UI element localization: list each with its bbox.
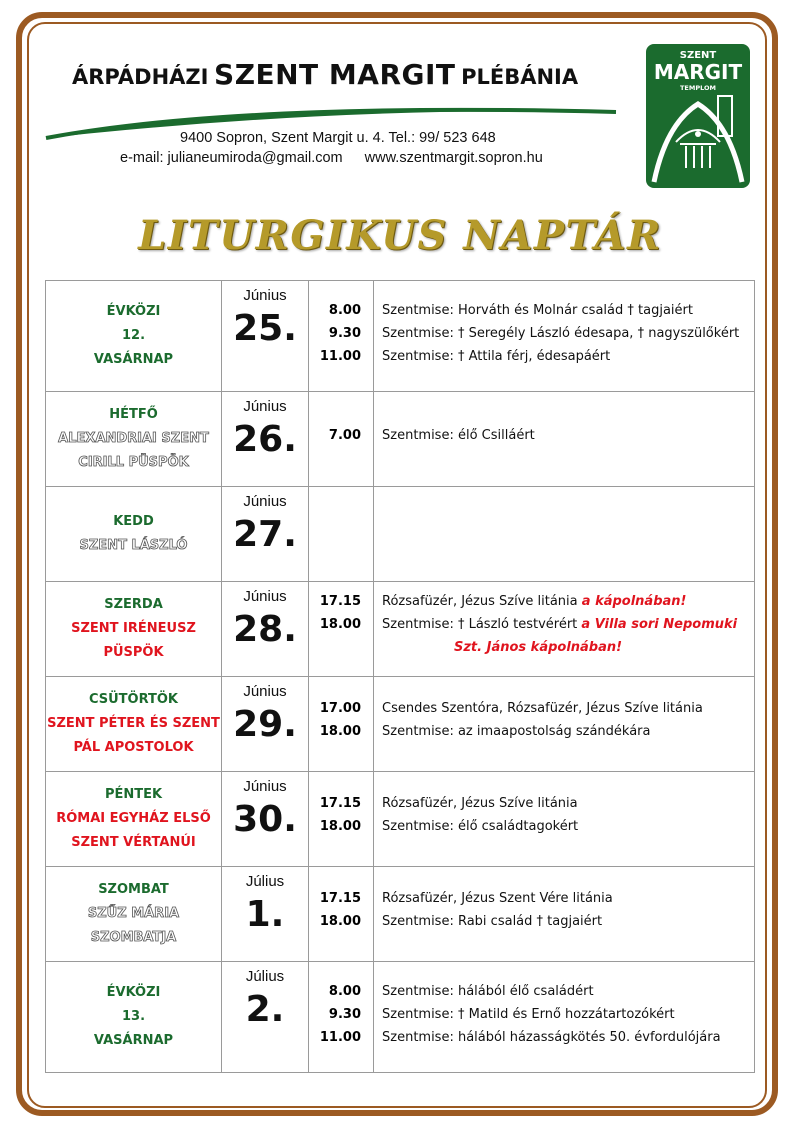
event-text: Rózsafüzér, Jézus Szíve litánia: [382, 796, 578, 811]
event-text: Szentmise: hálából házasságkötés 50. évfordulójára: [382, 1030, 721, 1045]
event-cell: [374, 962, 755, 1073]
time-value: 17.15: [319, 594, 361, 609]
date-cell: [222, 677, 309, 772]
day-cell: [46, 487, 222, 582]
event-text: Szentmise: az imaapostolság szándékára: [382, 724, 651, 739]
day-name: ÉVKÖZI: [106, 304, 161, 319]
time-value: 17.15: [319, 796, 361, 811]
calendar-row: [46, 867, 755, 962]
feast-line: VASÁRNAP: [93, 1033, 174, 1048]
month-label: Július: [245, 873, 285, 890]
date-cell: [222, 392, 309, 487]
time-cell: [309, 487, 374, 582]
time-value: 8.00: [328, 984, 361, 999]
time-cell: [309, 281, 374, 392]
month-label: Június: [243, 493, 287, 510]
month-label: Június: [243, 398, 287, 415]
time-cell: [309, 392, 374, 487]
event-text: Szentmise: † Attila férj, édesapáért: [382, 349, 611, 364]
event-text: Szentmise: Rabi család † tagjaiért: [382, 914, 603, 929]
day-number: 30.: [233, 799, 297, 840]
day-number: 27.: [233, 514, 297, 555]
event-text: Szentmise: hálából élő családért: [382, 984, 594, 999]
website-link[interactable]: www.szentmargit.sopron.hu: [364, 150, 543, 166]
feast-line: ALEXANDRIAI SZENT: [58, 431, 209, 446]
event-cell: [374, 392, 755, 487]
event-text-continuation: [374, 636, 754, 659]
day-number: 28.: [233, 609, 297, 650]
date-cell: [222, 962, 309, 1073]
feast-line: SZENT PÉTER ÉS SZENT: [47, 716, 220, 731]
event-text: Csendes Szentóra, Rózsafüzér, Jézus Szíve litánia: [382, 701, 703, 716]
date-cell: [222, 281, 309, 392]
address-line: 9400 Sopron, Szent Margit u. 4. Tel.: 99/ 523 648: [180, 130, 496, 146]
logo-line1: SZENT: [679, 50, 717, 61]
time-value: 8.00: [328, 303, 361, 318]
time-value: 17.00: [319, 701, 361, 716]
event-text: Szentmise: élő Csilláért: [382, 428, 535, 443]
day-number: 26.: [233, 419, 297, 460]
feast-line: 12.: [121, 328, 146, 343]
feast-line: VASÁRNAP: [93, 352, 174, 367]
event-text: [374, 590, 754, 613]
event-cell: [374, 487, 755, 582]
time-value: 9.30: [328, 326, 361, 341]
event-cell: [374, 281, 755, 392]
time-value: 18.00: [319, 617, 361, 632]
time-cell: [309, 867, 374, 962]
time-value: 7.00: [328, 428, 361, 443]
liturgical-calendar-table: [45, 280, 755, 1073]
date-cell: [222, 772, 309, 867]
day-number: 25.: [233, 308, 297, 349]
day-number: 1.: [245, 894, 285, 935]
event-location-highlight: a kápolnában!: [581, 594, 687, 609]
time-value: 18.00: [319, 724, 361, 739]
title-main: SZENT MARGIT: [214, 58, 456, 91]
day-name: SZOMBAT: [98, 882, 169, 897]
calendar-row: [46, 962, 755, 1073]
month-label: Július: [245, 968, 285, 985]
feast-line: SZOMBATJA: [90, 930, 177, 945]
event-cell: [374, 772, 755, 867]
day-cell: [46, 772, 222, 867]
feast-line: SZENT IRÉNEUSZ: [71, 621, 196, 636]
feast-line: RÓMAI EGYHÁZ ELSŐ: [56, 811, 211, 826]
time-value: 11.00: [319, 1030, 361, 1045]
time-cell: [309, 772, 374, 867]
event-text: Szentmise: † Seregély László édesapa, † nagyszülőkért: [382, 326, 740, 341]
calendar-row: [46, 677, 755, 772]
email-text: e-mail: julianeumiroda@gmail.com: [120, 150, 343, 166]
logo-line3: TEMPLOM: [679, 84, 716, 92]
event-text-main: Szentmise: † László testvérért: [382, 617, 582, 632]
month-label: Június: [243, 588, 287, 605]
day-name: ÉVKÖZI: [106, 985, 161, 1000]
event-cell: [374, 582, 755, 677]
day-cell: [46, 392, 222, 487]
day-number: 2.: [245, 989, 285, 1030]
feast-line: PÁL APOSTOLOK: [73, 740, 194, 755]
feast-line: PÜSPÖK: [103, 645, 164, 660]
time-cell: [309, 677, 374, 772]
day-cell: [46, 962, 222, 1073]
calendar-row: [46, 392, 755, 487]
event-location-highlight: Szt. János kápolnában!: [454, 640, 623, 655]
calendar-row: [46, 772, 755, 867]
month-label: Június: [243, 287, 287, 304]
day-name: KEDD: [113, 514, 154, 529]
day-name: CSÜTÖRTÖK: [88, 692, 179, 707]
title-suffix: PLÉBÁNIA: [461, 65, 579, 89]
event-text: [374, 613, 754, 636]
page-heading: LITURGIKUS NAPTÁR: [138, 212, 662, 259]
parish-title: [72, 58, 578, 91]
event-text: Szentmise: † Matild és Ernő hozzátartozókért: [382, 1007, 675, 1022]
date-cell: [222, 867, 309, 962]
day-name: PÉNTEK: [104, 787, 163, 802]
logo-line2: MARGIT: [653, 60, 743, 84]
month-label: Június: [243, 683, 287, 700]
calendar-row: [46, 582, 755, 677]
feast-line: 13.: [121, 1009, 146, 1024]
event-text-main: Rózsafüzér, Jézus Szíve litánia: [382, 594, 582, 609]
day-cell: [46, 281, 222, 392]
date-cell: [222, 582, 309, 677]
day-name: SZERDA: [104, 597, 163, 612]
title-prefix: ÁRPÁDHÁZI: [72, 65, 209, 89]
month-label: Június: [243, 778, 287, 795]
contact-line: [120, 150, 543, 166]
time-value: 18.00: [319, 819, 361, 834]
time-value: 11.00: [319, 349, 361, 364]
day-name: HÉTFŐ: [109, 407, 158, 422]
church-icon: [646, 94, 750, 188]
event-cell: [374, 867, 755, 962]
date-cell: [222, 487, 309, 582]
day-cell: [46, 867, 222, 962]
feast-line: SZENT LÁSZLÓ: [79, 538, 188, 553]
feast-line: CIRILL PÜSPÖK: [78, 455, 189, 470]
feast-line: SZENT VÉRTANÚI: [71, 835, 196, 850]
church-logo: [646, 44, 750, 188]
time-value: 17.15: [319, 891, 361, 906]
day-number: 29.: [233, 704, 297, 745]
event-location-highlight: a Villa sori Nepomuki: [581, 617, 738, 632]
event-text: Szentmise: Horváth és Molnár család † tagjaiért: [382, 303, 693, 318]
time-cell: [309, 962, 374, 1073]
day-cell: [46, 582, 222, 677]
day-cell: [46, 677, 222, 772]
event-text: Szentmise: élő családtagokért: [382, 819, 579, 834]
time-value: 9.30: [328, 1007, 361, 1022]
feast-line: SZŰZ MÁRIA: [87, 906, 180, 921]
time-cell: [309, 582, 374, 677]
time-value: 18.00: [319, 914, 361, 929]
event-cell: [374, 677, 755, 772]
calendar-row: [46, 281, 755, 392]
calendar-row: [46, 487, 755, 582]
event-text: Rózsafüzér, Jézus Szent Vére litánia: [382, 891, 613, 906]
